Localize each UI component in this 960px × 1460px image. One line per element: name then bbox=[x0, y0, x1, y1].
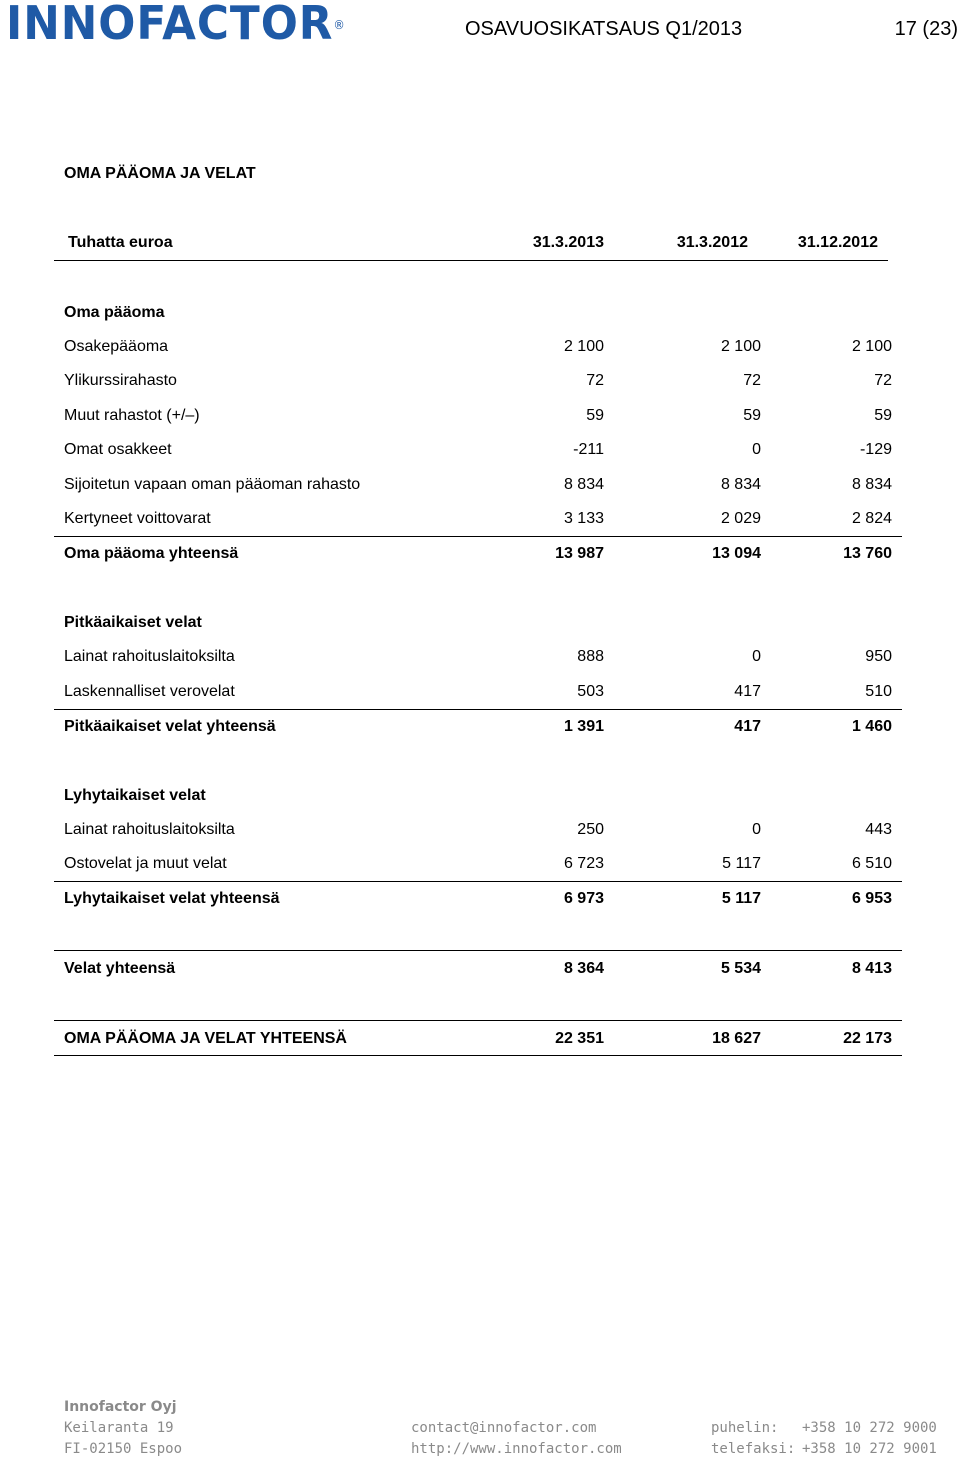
heading-label: Pitkäaikaiset velat bbox=[64, 614, 202, 631]
column-header-1: 31.3.2013 bbox=[532, 234, 604, 251]
cell-value: 503 bbox=[577, 683, 604, 700]
table-row bbox=[64, 682, 892, 702]
section-heading-short-term bbox=[64, 786, 892, 806]
registered-mark: ® bbox=[333, 18, 346, 32]
cell-value: 417 bbox=[734, 683, 761, 700]
cell-value: 13 760 bbox=[843, 545, 892, 562]
column-header-2: 31.3.2012 bbox=[676, 234, 748, 251]
cell-value: 5 534 bbox=[720, 960, 761, 977]
cell-value: 6 973 bbox=[563, 890, 604, 907]
cell-value: 18 627 bbox=[712, 1030, 761, 1047]
grand-total-bottom-divider bbox=[54, 1055, 902, 1056]
header-divider bbox=[54, 260, 888, 261]
cell-value: 417 bbox=[734, 718, 761, 735]
footer-fax-label: telefaksi: bbox=[711, 1441, 796, 1457]
cell-value: 2 100 bbox=[563, 338, 604, 355]
subtotal-divider bbox=[54, 536, 902, 537]
grand-total-row bbox=[64, 1029, 892, 1049]
table-row bbox=[64, 440, 892, 460]
row-label: Osakepääoma bbox=[64, 338, 169, 355]
row-label: Omat osakkeet bbox=[64, 441, 172, 458]
row-label: Oma pääoma yhteensä bbox=[64, 545, 239, 562]
logo-text: INNOFACTOR bbox=[6, 0, 334, 50]
grand-total-top-divider bbox=[54, 1020, 902, 1021]
cell-value: 72 bbox=[874, 372, 892, 389]
footer-website-link[interactable]: http://www.innofactor.com bbox=[411, 1441, 622, 1457]
total-row-equity bbox=[64, 544, 892, 564]
footer-address-line-2: FI-02150 Espoo bbox=[64, 1441, 183, 1457]
cell-value: 6 510 bbox=[851, 855, 892, 872]
cell-value: 443 bbox=[865, 821, 892, 838]
cell-value: -129 bbox=[859, 441, 892, 458]
cell-value: 250 bbox=[577, 821, 604, 838]
section-heading-equity bbox=[64, 303, 892, 323]
footer-email-link[interactable]: contact@innofactor.com bbox=[411, 1420, 597, 1436]
cell-value: 59 bbox=[586, 407, 604, 424]
cell-value: 1 460 bbox=[851, 718, 892, 735]
cell-value: 510 bbox=[865, 683, 892, 700]
cell-value: 2 100 bbox=[851, 338, 892, 355]
cell-value: 0 bbox=[752, 648, 761, 665]
row-label: Ylikurssirahasto bbox=[64, 372, 177, 389]
total-row-liabilities bbox=[64, 959, 892, 979]
innofactor-logo bbox=[6, 0, 346, 50]
cell-value: 22 351 bbox=[555, 1030, 604, 1047]
cell-value: 72 bbox=[743, 372, 761, 389]
subtotal-divider bbox=[54, 709, 902, 710]
heading-label: Oma pääoma bbox=[64, 304, 165, 321]
row-label: Lyhytaikaiset velat yhteensä bbox=[64, 890, 280, 907]
cell-value: 59 bbox=[743, 407, 761, 424]
table-row bbox=[64, 475, 892, 495]
total-divider bbox=[54, 950, 902, 951]
footer-phone-label: puhelin: bbox=[711, 1420, 779, 1436]
cell-value: 8 834 bbox=[563, 476, 604, 493]
table-header-row bbox=[68, 233, 888, 253]
cell-value: 6 723 bbox=[563, 855, 604, 872]
table-row bbox=[64, 820, 892, 840]
cell-value: 950 bbox=[865, 648, 892, 665]
footer-address-line-1: Keilaranta 19 bbox=[64, 1420, 174, 1436]
cell-value: 1 391 bbox=[563, 718, 604, 735]
cell-value: 8 364 bbox=[563, 960, 604, 977]
row-label: OMA PÄÄOMA JA VELAT YHTEENSÄ bbox=[64, 1030, 347, 1047]
table-row bbox=[64, 371, 892, 391]
page-number: 17 (23) bbox=[894, 18, 958, 40]
row-label: Pitkäaikaiset velat yhteensä bbox=[64, 718, 276, 735]
row-label: Velat yhteensä bbox=[64, 960, 176, 977]
row-label: Laskennalliset verovelat bbox=[64, 683, 235, 700]
cell-value: 13 987 bbox=[555, 545, 604, 562]
row-label: Lainat rahoituslaitoksilta bbox=[64, 648, 235, 665]
section-title: OMA PÄÄOMA JA VELAT bbox=[64, 165, 256, 182]
unit-label: Tuhatta euroa bbox=[68, 234, 173, 251]
row-label: Muut rahastot (+/–) bbox=[64, 407, 200, 424]
cell-value: 22 173 bbox=[843, 1030, 892, 1047]
footer-fax: +358 10 272 9001 bbox=[802, 1441, 937, 1457]
document-title: OSAVUOSIKATSAUS Q1/2013 bbox=[465, 18, 743, 40]
table-row bbox=[64, 337, 892, 357]
table-row bbox=[64, 854, 892, 874]
footer-company: Innofactor Oyj bbox=[64, 1399, 177, 1415]
total-row-long-term bbox=[64, 717, 892, 737]
cell-value: 8 834 bbox=[720, 476, 761, 493]
cell-value: 8 834 bbox=[851, 476, 892, 493]
cell-value: -211 bbox=[573, 441, 604, 458]
table-row bbox=[64, 647, 892, 667]
cell-value: 888 bbox=[577, 648, 604, 665]
row-label: Lainat rahoituslaitoksilta bbox=[64, 821, 235, 838]
cell-value: 2 824 bbox=[851, 510, 892, 527]
heading-label: Lyhytaikaiset velat bbox=[64, 787, 206, 804]
cell-value: 59 bbox=[874, 407, 892, 424]
cell-value: 2 029 bbox=[720, 510, 761, 527]
row-label: Ostovelat ja muut velat bbox=[64, 855, 227, 872]
table-row bbox=[64, 509, 892, 529]
cell-value: 0 bbox=[752, 441, 761, 458]
cell-value: 72 bbox=[586, 372, 604, 389]
cell-value: 0 bbox=[752, 821, 761, 838]
cell-value: 8 413 bbox=[851, 960, 892, 977]
subtotal-divider bbox=[54, 881, 902, 882]
column-header-3: 31.12.2012 bbox=[797, 234, 878, 251]
footer-phone: +358 10 272 9000 bbox=[802, 1420, 937, 1436]
cell-value: 13 094 bbox=[712, 545, 761, 562]
section-heading-long-term bbox=[64, 613, 892, 633]
cell-value: 5 117 bbox=[722, 855, 761, 872]
total-row-short-term bbox=[64, 889, 892, 909]
row-label: Kertyneet voittovarat bbox=[64, 510, 211, 527]
cell-value: 6 953 bbox=[851, 890, 892, 907]
table-row bbox=[64, 406, 892, 426]
cell-value: 3 133 bbox=[563, 510, 604, 527]
cell-value: 5 117 bbox=[721, 890, 761, 907]
cell-value: 2 100 bbox=[720, 338, 761, 355]
row-label: Sijoitetun vapaan oman pääoman rahasto bbox=[64, 476, 361, 493]
